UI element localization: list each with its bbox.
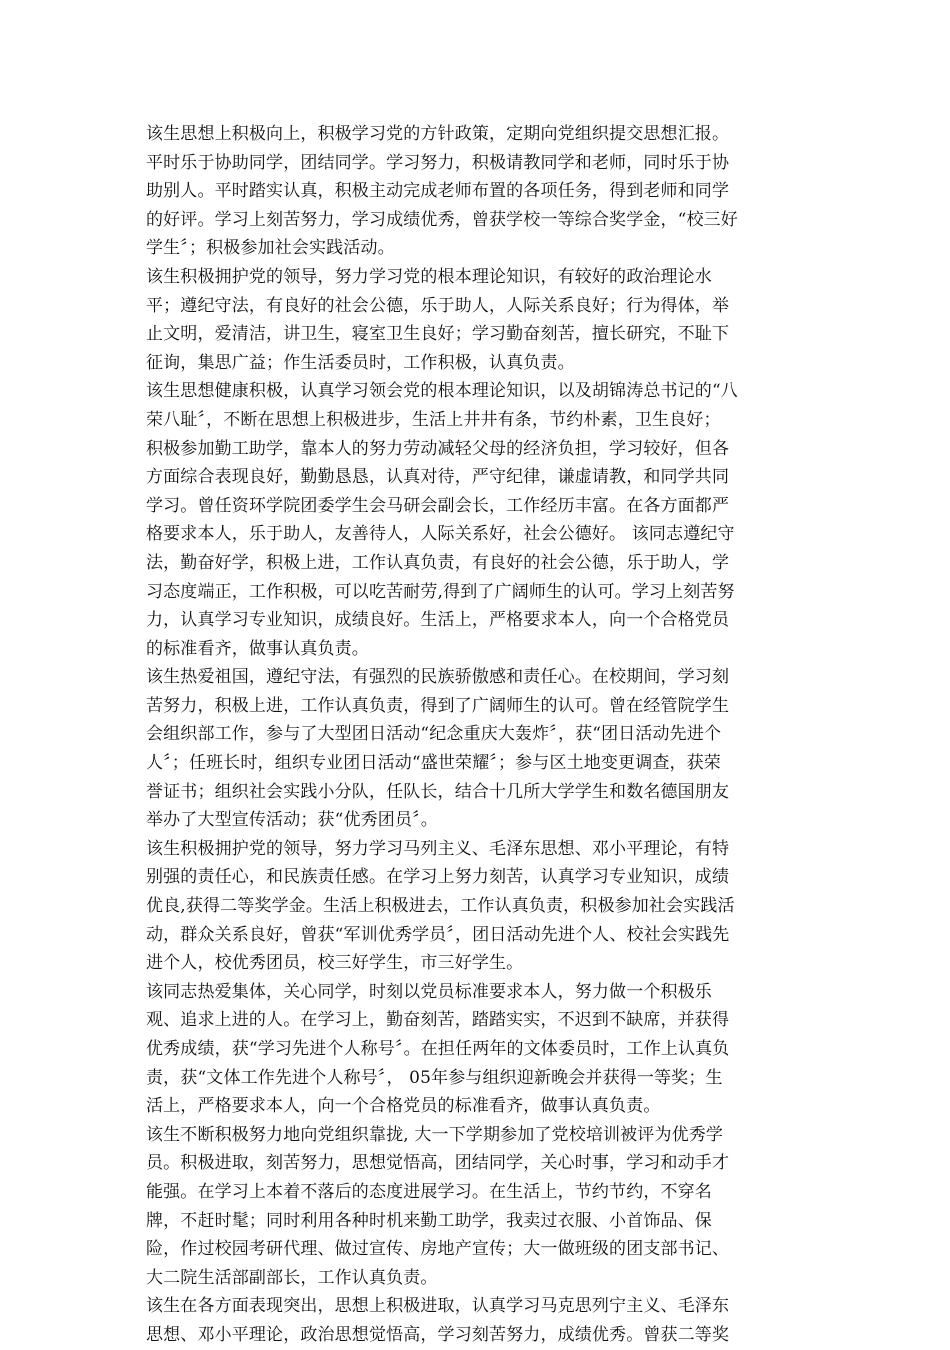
document-body [146,120,806,1350]
paragraph-4: 该生热爱祖国，遵纪守法，有强烈的民族骄傲感和责任心。在校期间，学习刻 苦努力，积极上进，工作认真负责，得到了广阔师生的认可。曾在经管院学生 会组织部工作，参与了大型团日活动“纪念重庆大轰炸〞，获“团日活动先进个 人〞；任班长时，组织专业团日活动“盛世荣耀〞；参与区土地变更调查，获荣 誉证书；组织社会实践小分队，任队长，结合十几所大学学生和数名德国朋友 举办了大型宣传活动；获“优秀团员〞。 [146,667,730,831]
paragraph-6: 该同志热爱集体，关心同学，时刻以党员标准要求本人，努力做一个积极乐 观、追求上进的人。在学习上，勤奋刻苦，踏踏实实，不迟到不缺席，并获得 优秀成绩，获“学习先进个人称号〞。在担任两年的文体委员时，工作上认真负 责，获“文体工作先进个人称号〞， 05年参与组织迎新晚会并获得一等奖；生 活上，严格要求本人，向一个合格党员的标准看齐，做事认真负责。 [146,981,730,1117]
paragraph-3: 该生思想健康积极，认真学习领会党的根本理论知识，以及胡锦涛总书记的“八 荣八耻〞，不断在思想上积极进步，生活上井井有条，节约朴素，卫生良好； 积极参加勤工助学，靠本人的努力劳动减轻父母的经济负担，学习较好，但各 方面综合表现良好，勤勤恳恳，认真对待，严守纪律，谦虚请教，和同学共同 学习。曾任资环学院团委学生会马研会副会长，工作经历丰富。在各方面都严 格要求本人，乐于助人，友善待人，人际关系好，社会公德好。 该同志遵纪守 法，勤奋好学，积极上进，工作认真负责，有良好的社会公德，乐于助人，学 习态度端正，工作积极，可以吃苦耐劳,得到了广阔师生的认可。学习上刻苦努 力，认真学习专业知识，成绩良好。生活上，严格要求本人，向一个合格党员 的标准看齐，做事认真负责。 [146,381,738,659]
paragraph-5: 该生积极拥护党的领导，努力学习马列主义、毛泽东思想、邓小平理论，有特 别强的责任心，和民族责任感。在学习上努力刻苦，认真学习专业知识，成绩 优良,获得二等奖学金。生活上积极进去，工作认真负责，积极参加社会实践活 动，群众关系良好，曾获“军训优秀学员〞，团日活动先进个人、校社会实践先 进个人，校优秀团员，校三好学生，市三好学生。 [146,838,735,974]
paragraph-2: 该生积极拥护党的领导，努力学习党的根本理论知识，有较好的政治理论水 平；遵纪守法，有良好的社会公德，乐于助人，人际关系良好；行为得体，举 止文明，爱清洁，讲卫生，寝室卫生良好；学习勤奋刻苦，擅长研究，不耻下 征询，集思广益；作生活委员时，工作积极，认真负责。 [146,266,730,373]
paragraph-7: 该生不断积极努力地向党组织靠拢, 大一下学期参加了党校培训被评为优秀学 员。积极进取，刻苦努力，思想觉悟高，团结同学，关心时事，学习和动手才 能强。在学习上本着不落后的态度进展学习。在生活上，节约节约，不穿名 牌，不赶时髦；同时利用各种时机来勤工助学，我卖过衣服、小首饰品、保 险，作过校园考研代理、做过宣传、房地产宣传；大一做班级的团支部书记、 大二院生活部副部长，工作认真负责。 [146,1124,730,1288]
paragraph-1: 该生思想上积极向上，积极学习党的方针政策，定期向党组织提交思想汇报。 平时乐于协助同学，团结同学。学习努力，积极请教同学和老师，同时乐于协 助别人。平时踏实认真，积极主动完成老师布置的各项任务，得到老师和同学 的好评。学习上刻苦努力，学习成绩优秀，曾获学校一等综合奖学金，“校三好 学生〞；积极参加社会实践活动。 [146,124,738,259]
paragraph-8: 该生在各方面表现突出，思想上积极进取，认真学习马克思列宁主义、毛泽东 思想、邓小平理论，政治思想觉悟高，学习刻苦努力，成绩优秀。曾获二等奖 [146,1296,730,1345]
